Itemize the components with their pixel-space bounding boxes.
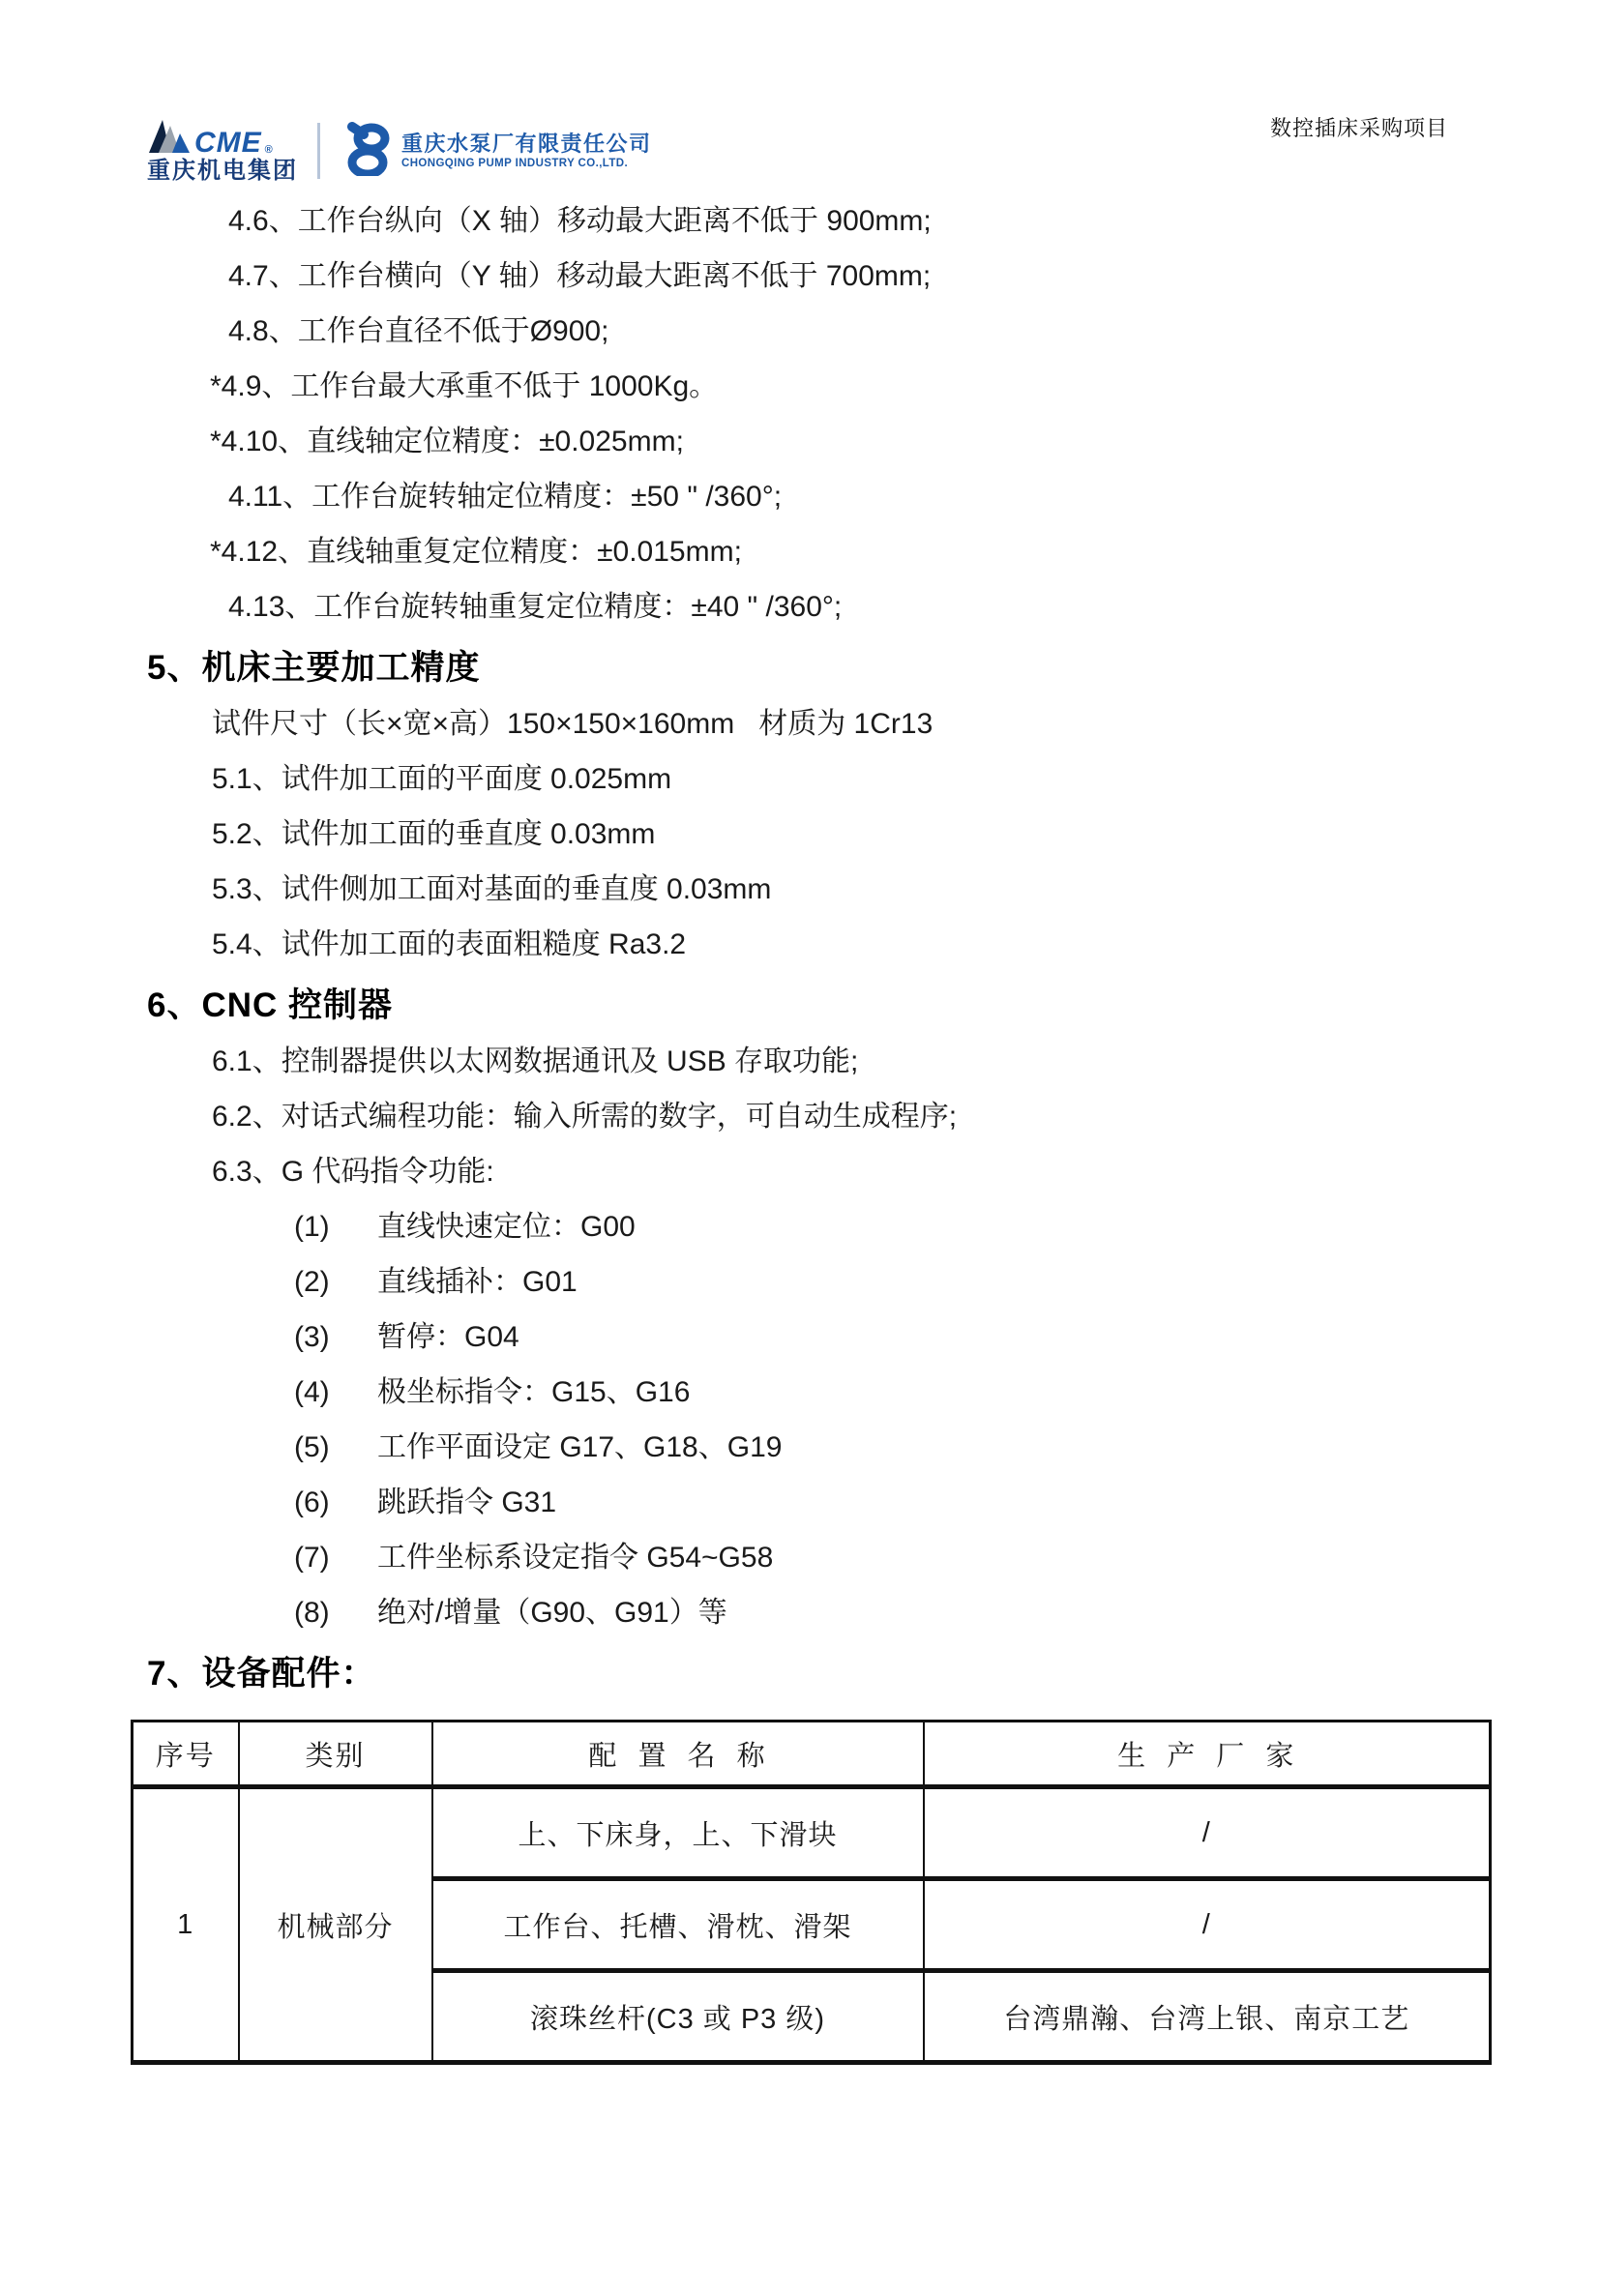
gcode-text: 极坐标指令：G15、G16 [377,1375,691,1408]
cell-config-name: 上、下床身，上、下滑块 [432,1787,924,1879]
spec-item: 4.7、工作台横向（Y 轴）移动最大距离不低于 700mm; [228,259,932,292]
section6-item: 6.2、对话式编程功能：输入所需的数字，可自动生成程序; [212,1100,958,1133]
table-header-row [133,1722,1491,1787]
pump-company-en: CHONGQING PUMP INDUSTRY CO.,LTD. [401,157,629,169]
spec-item: *4.12、直线轴重复定位精度：±0.015mm; [210,535,742,568]
section5-item: 5.3、试件侧加工面对基面的垂直度 0.03mm [212,872,772,905]
col-header-seq: 序号 [133,1722,239,1787]
gcode-item [0,1475,1600,1530]
gcode-number: (2) [294,1265,330,1298]
section6-item: 6.3、G 代码指令功能: [212,1155,494,1188]
col-header-config-name: 配 置 名 称 [432,1722,924,1787]
spec-item: *4.9、工作台最大承重不低于 1000Kg。 [210,369,719,402]
page-header [0,0,1600,193]
registered-mark: ® [264,143,273,156]
section7-title: 7、设备配件： [147,1655,376,1693]
gcode-number: (6) [294,1486,330,1518]
spec-item: 4.11、工作台旋转轴定位精度：±50 " /360°; [228,480,783,513]
section5-intro: 试件尺寸（长×宽×高）150×150×160mm 材质为 1Cr13 [212,707,933,740]
pump-logo-icon [340,122,392,181]
gcode-text: 工作平面设定 G17、G18、G19 [377,1430,783,1463]
cell-manufacturer: 台湾鼎瀚、台湾上银、南京工艺 [924,1971,1491,2063]
spec-item: 4.6、工作台纵向（X 轴）移动最大距离不低于 900mm; [228,204,932,237]
gcode-number: (7) [294,1541,330,1574]
gcode-number: (8) [294,1596,330,1629]
cell-manufacturer: / [924,1879,1491,1971]
section5-item: 5.1、试件加工面的平面度 0.025mm [212,762,672,795]
gcode-item [0,1585,1600,1640]
spec-item: 4.8、工作台直径不低于Ø900; [228,314,609,347]
gcode-item [0,1254,1600,1310]
gcode-text: 暂停：G04 [377,1320,519,1353]
cme-logo [147,118,298,184]
logo-divider [317,123,320,179]
gcode-number: (3) [294,1320,330,1353]
gcode-text: 直线插补：G01 [377,1265,578,1298]
gcode-number: (4) [294,1375,330,1408]
col-header-manufacturer: 生 产 厂 家 [924,1722,1491,1787]
gcode-item [0,1310,1600,1365]
gcode-number: (5) [294,1430,330,1463]
table-row [133,1787,1491,1879]
section6-title: 6、CNC 控制器 [147,986,394,1024]
cell-config-name: 滚珠丝杆(C3 或 P3 级) [432,1971,924,2063]
document-body [0,193,1600,2065]
gcode-text: 绝对/增量（G90、G91）等 [377,1596,727,1629]
section6-item: 6.1、控制器提供以太网数据通讯及 USB 存取功能; [212,1045,859,1077]
section5-item: 5.4、试件加工面的表面粗糙度 Ra3.2 [212,927,687,960]
logo-row [147,120,652,182]
cme-group-name: 重庆机电集团 [147,157,298,184]
col-header-category: 类别 [239,1722,432,1787]
cme-mountain-icon [147,118,192,158]
cell-config-name: 工作台、托槽、滑枕、滑架 [432,1879,924,1971]
gcode-item [0,1365,1600,1420]
gcode-text: 工件坐标系设定指令 G54~G58 [377,1541,774,1574]
spec-item: 4.13、工作台旋转轴重复定位精度：±40 " /360°; [228,590,843,623]
cell-category: 机械部分 [239,1787,432,2063]
pump-logo [340,122,652,181]
project-label: 数控插床采购项目 [1269,116,1448,140]
cme-brand-text: CME [194,126,262,159]
gcode-item [0,1530,1600,1585]
spec-item: *4.10、直线轴定位精度：±0.025mm; [210,425,684,457]
section5-item: 5.2、试件加工面的垂直度 0.03mm [212,817,656,850]
cell-seq: 1 [133,1787,239,2063]
accessories-table [131,1720,1492,2065]
cell-manufacturer: / [924,1787,1491,1879]
gcode-text: 跳跃指令 G31 [377,1486,557,1518]
gcode-number: (1) [294,1210,330,1243]
pump-company-cn: 重庆水泵厂有限责任公司 [401,131,652,156]
gcode-item [0,1199,1600,1254]
section5-title: 5、机床主要加工精度 [147,649,481,687]
gcode-item [0,1420,1600,1475]
gcode-text: 直线快速定位：G00 [377,1210,636,1243]
